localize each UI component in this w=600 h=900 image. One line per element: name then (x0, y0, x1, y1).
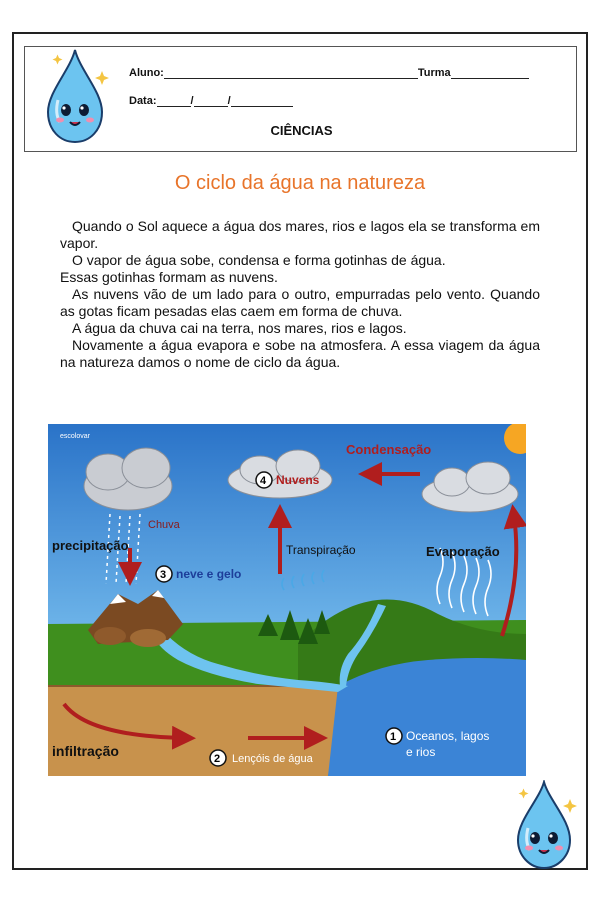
date-day-line[interactable] (157, 96, 191, 107)
date-month-line[interactable] (194, 96, 228, 107)
watermark: escolovar (60, 433, 90, 440)
snow-label: neve e gelo (176, 567, 242, 581)
groundwater-label: Lençóis de água (232, 753, 313, 765)
student-field[interactable] (129, 67, 529, 79)
water-cycle-diagram (48, 424, 526, 776)
number-badge-text: 2 (214, 753, 221, 765)
date-label: Data: (129, 95, 157, 107)
transpiration-label: Transpiração (286, 543, 356, 557)
class-line[interactable] (451, 68, 529, 79)
number-badge-text: 3 (160, 569, 167, 581)
condensation-label: Condensação (346, 442, 432, 457)
page-title: O ciclo da água na natureza (174, 172, 426, 194)
student-line[interactable] (164, 68, 418, 79)
student-label: Aluno: (129, 67, 164, 79)
header-box (24, 46, 577, 152)
class-label: Turma (417, 67, 451, 79)
paragraph: Essas gotinhas formam as nuvens. (60, 269, 278, 285)
precipitation-label: precipitação (52, 538, 129, 553)
paragraph: As nuvens vão de um lado para o outro, empurradas pelo vento. Quando as gotas ficam pesadas elas caem em forma de chuva. (60, 286, 540, 319)
oceans-label-line1: Oceanos, lagos (406, 729, 490, 743)
oceans-label-line2: e rios (406, 745, 436, 759)
body-text (60, 218, 540, 371)
rain-label: Chuva (148, 519, 180, 531)
paragraph: O vapor de água sobe, condensa e forma gotinhas de água. (72, 252, 446, 268)
evaporation-label: Evaporação (426, 544, 500, 559)
infiltration-label: infiltração (52, 743, 119, 759)
paragraph: Novamente a água evapora e sobe na atmosfera. A essa viagem da água na natureza damos o nome de ciclo da água. (60, 337, 540, 370)
number-badge-text: 1 (390, 731, 397, 743)
rain-cloud (84, 448, 172, 510)
water-drop-mascot-icon (508, 780, 580, 870)
date-year-line[interactable] (231, 96, 293, 107)
date-field[interactable] (129, 95, 293, 107)
clouds-label: Nuvens (276, 473, 320, 487)
subject-label: CIÊNCIAS (270, 123, 333, 138)
paragraph: Quando o Sol aquece a água dos mares, rios e lagos ela se transforma em vapor. (60, 218, 540, 251)
number-badge-text: 4 (260, 475, 267, 487)
date-separator: / (190, 95, 194, 107)
date-separator: / (227, 95, 231, 107)
paragraph: A água da chuva cai na terra, nos mares, rios e lagos. (72, 320, 407, 336)
